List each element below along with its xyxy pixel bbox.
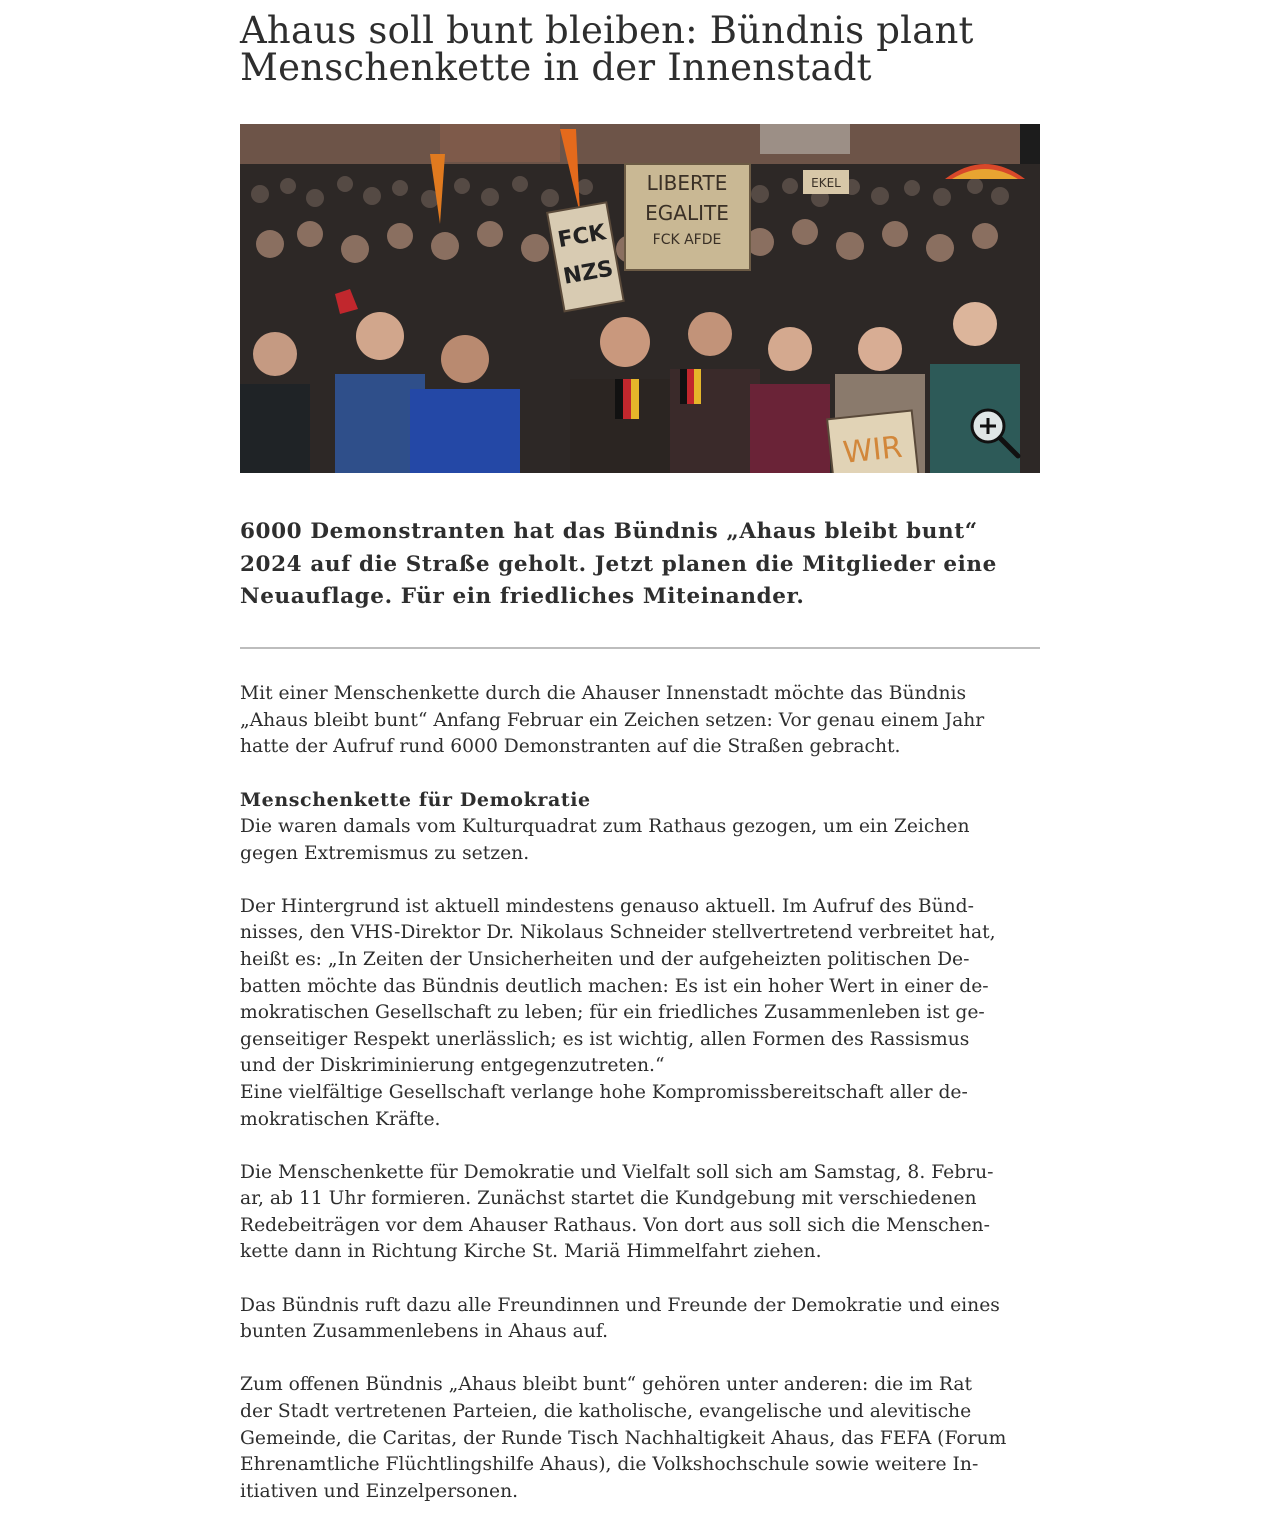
paragraph-history (240, 814, 1040, 867)
text-line: der Stadt vertretenen Parteien, die katholische, evangelische und alevitische (240, 1401, 972, 1423)
text-line: heißt es: „In Zeiten der Unsicherheiten und der aufgeheizten politischen De- (240, 948, 970, 970)
headline-line: Menschenkette in der Innenstadt (240, 46, 872, 89)
text-line: itiativen und Einzelpersonen. (240, 1480, 519, 1502)
text-line: Ehrenamtliche Flüchtlingshilfe Ahaus), die Volkshochschule sowie weitere In- (240, 1454, 979, 1476)
paragraph-intro (240, 681, 1040, 761)
protest-sign-wir (827, 411, 919, 473)
teaser-line: Neuauflage. Für ein friedliches Miteinander. (240, 584, 805, 609)
protest-sign-liberte (625, 164, 750, 270)
paragraph-event-details (240, 1160, 1040, 1266)
text-line: mokratischen Gesellschaft zu leben; für ein friedliches Zusammenleben ist ge- (240, 1002, 985, 1024)
text-line: Redebeiträgen vor dem Ahauser Rathaus. Von dort aus soll sich die Menschen- (240, 1214, 990, 1236)
subheading: Menschenkette für Demokratie (240, 789, 591, 812)
text-line: Zum offenen Bündnis „Ahaus bleibt bunt“ gehören unter anderen: die im Rat (240, 1374, 972, 1396)
svg-text:FCK: FCK (555, 220, 608, 254)
svg-text:LIBERTE: LIBERTE (646, 171, 728, 195)
svg-text:NZS: NZS (561, 256, 616, 290)
protest-sign-ekel (803, 170, 849, 194)
text-line: batten möchte das Bündnis deutlich machen: Es ist ein hoher Wert in einer de- (240, 975, 989, 997)
svg-text:EGALITE: EGALITE (645, 201, 729, 225)
text-line: bunten Zusammenlebens in Ahaus auf. (240, 1321, 609, 1343)
text-line: hatte der Aufruf rund 6000 Demonstranten auf die Straßen gebracht. (240, 736, 901, 758)
paragraph-members (240, 1372, 1040, 1505)
teaser-line: 6000 Demonstranten hat das Bündnis „Ahaus bleibt bunt“ (240, 519, 978, 544)
text-line: kette dann in Richtung Kirche St. Mariä Himmelfahrt ziehen. (240, 1241, 822, 1263)
text-line: Mit einer Menschenkette durch die Ahauser Innenstadt möchte das Bündnis (240, 683, 967, 704)
text-line: genseitiger Respekt unerlässlich; es ist wichtig, allen Formen des Rassismus (240, 1028, 970, 1050)
teaser-line: 2024 auf die Straße geholt. Jetzt planen die Mitglieder eine (240, 551, 997, 577)
paragraph-background (240, 894, 1040, 1133)
headline-line: Ahaus soll bunt bleiben: Bündnis plant (240, 9, 974, 52)
text-line: ar, ab 11 Uhr formieren. Zunächst startet die Kundgebung mit verschiedenen (240, 1188, 977, 1210)
article-teaser (240, 516, 1040, 614)
text-line: und der Diskriminierung entgegenzutreten.“ (240, 1055, 665, 1077)
crowd-photo-illustration (240, 124, 1040, 473)
text-line: „Ahaus bleibt bunt“ Anfang Februar ein Zeichen setzen: Vor genau einem Jahr (240, 709, 985, 731)
article-photo[interactable] (240, 124, 1040, 473)
svg-text:FCK AFDE: FCK AFDE (652, 232, 722, 248)
text-line: mokratischen Kräfte. (240, 1108, 441, 1130)
text-line: Die waren damals vom Kulturquadrat zum Rathaus gezogen, um ein Zeichen (240, 815, 970, 837)
svg-text:EKEL: EKEL (811, 176, 841, 190)
text-line: Die Menschenkette für Demokratie und Vielfalt soll sich am Samstag, 8. Febru- (240, 1161, 994, 1183)
text-line: Gemeinde, die Caritas, der Runde Tisch Nachhaltigkeit Ahaus, das FEFA (Forum (240, 1427, 1007, 1449)
svg-text:WIR: WIR (841, 429, 904, 471)
text-line: Eine vielfältige Gesellschaft verlange hohe Kompromissbereitschaft aller de- (240, 1081, 968, 1103)
article-body (240, 681, 1040, 1532)
paragraph-call (240, 1293, 1040, 1346)
zoom-in-icon[interactable] (966, 404, 1022, 460)
article-headline (240, 9, 1040, 89)
section-divider (240, 647, 1040, 649)
text-line: gegen Extremismus zu setzen. (240, 842, 530, 864)
text-line: nisses, den VHS-Direktor Dr. Nikolaus Schneider stellvertretend verbreitet hat, (240, 922, 996, 944)
text-line: Der Hintergrund ist aktuell mindestens genauso aktuell. Im Aufruf des Bünd- (240, 895, 974, 917)
text-line: Das Bündnis ruft dazu alle Freundinnen und Freunde der Demokratie und eines (240, 1294, 1000, 1316)
